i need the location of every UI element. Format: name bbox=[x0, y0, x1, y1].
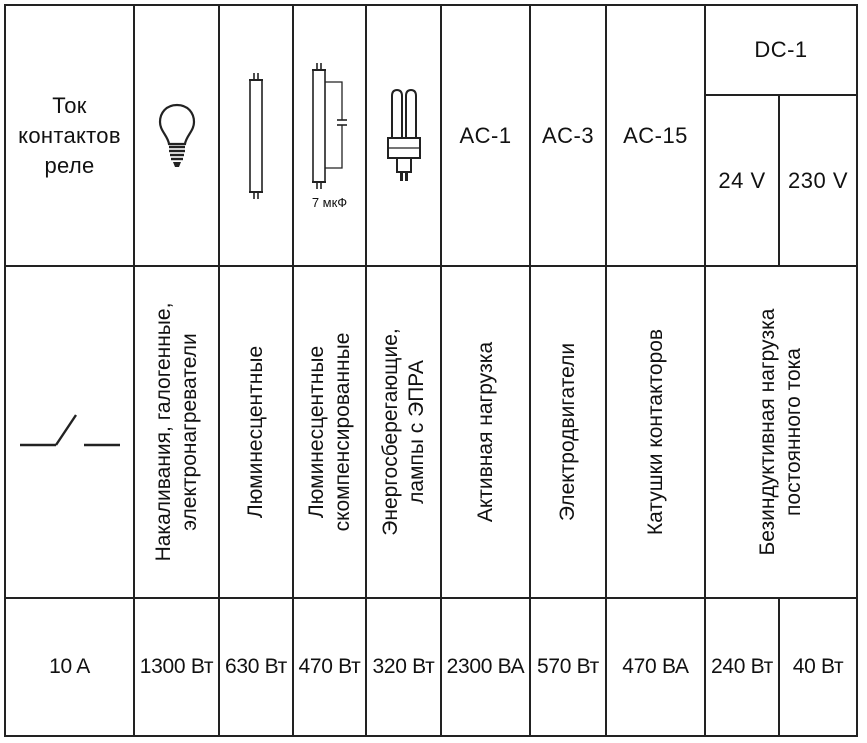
compensated-value: 470 Вт bbox=[298, 655, 361, 678]
dc-24v-value: 240 Вт bbox=[711, 655, 773, 678]
fluorescent-value: 630 Вт bbox=[225, 655, 287, 678]
dc1-description bbox=[706, 267, 856, 597]
energy-saving-value: 320 Вт bbox=[372, 655, 435, 678]
ac1-description bbox=[442, 267, 529, 597]
compensated-fluorescent-icon bbox=[304, 60, 354, 200]
description-line: постоянного тока bbox=[782, 348, 805, 516]
cfl-lamp-icon bbox=[384, 86, 424, 186]
ac15-description bbox=[607, 267, 704, 597]
capacitor-caption: 7 мкФ bbox=[311, 195, 348, 210]
description-line: Активная нагрузка bbox=[473, 341, 497, 523]
dc-230v-header: 230 V bbox=[788, 167, 848, 193]
current-header-line: реле bbox=[44, 152, 95, 178]
description-line: Катушки контакторов bbox=[643, 328, 667, 536]
ac15-value: 470 ВА bbox=[622, 655, 689, 678]
ac1-header: AC-1 bbox=[459, 122, 512, 148]
fluorescent-tube-icon bbox=[244, 71, 268, 201]
ac3-value: 570 Вт bbox=[537, 655, 599, 678]
description-line: электронагреватели bbox=[177, 333, 201, 531]
ac15-header: AC-15 bbox=[623, 122, 688, 148]
incandescent-description bbox=[135, 267, 218, 597]
switch-cell bbox=[6, 267, 133, 597]
description-line: Люминесцентные bbox=[304, 345, 328, 519]
description-line: Электродвигатели bbox=[556, 342, 579, 522]
relay-load-table bbox=[4, 4, 858, 737]
compensated-header bbox=[294, 6, 365, 265]
description-line: лампы с ЭПРА bbox=[404, 360, 428, 504]
dc1-header: DC-1 bbox=[754, 37, 808, 62]
incandescent-value: 1300 Вт bbox=[139, 655, 214, 678]
incandescent-bulb-icon bbox=[157, 101, 197, 171]
energy-saving-header bbox=[367, 6, 440, 265]
description-line: Накаливания, галогенные, bbox=[151, 302, 175, 562]
relay-contact-switch-icon bbox=[18, 412, 122, 452]
dc-24v-header: 24 V bbox=[718, 167, 766, 193]
description-line: Безиндуктивная нагрузка bbox=[756, 308, 779, 556]
current-header-line: Ток bbox=[52, 92, 87, 118]
compensated-description bbox=[294, 267, 365, 597]
ac3-header: AC-3 bbox=[541, 122, 595, 148]
ac3-description bbox=[531, 267, 605, 597]
current-value: 10 A bbox=[49, 655, 90, 678]
current-header bbox=[6, 6, 133, 265]
fluorescent-description bbox=[220, 267, 292, 597]
ac1-value: 2300 ВА bbox=[446, 655, 525, 678]
incandescent-header bbox=[135, 6, 218, 265]
current-header-line: контактов bbox=[18, 122, 121, 148]
description-line: Энергосберегающие, bbox=[378, 328, 402, 536]
energy-saving-description bbox=[367, 267, 440, 597]
description-line: скомпенсированные bbox=[330, 332, 354, 532]
fluorescent-header bbox=[220, 6, 292, 265]
description-line: Люминесцентные bbox=[244, 345, 267, 519]
dc-230v-value: 40 Вт bbox=[792, 655, 844, 678]
